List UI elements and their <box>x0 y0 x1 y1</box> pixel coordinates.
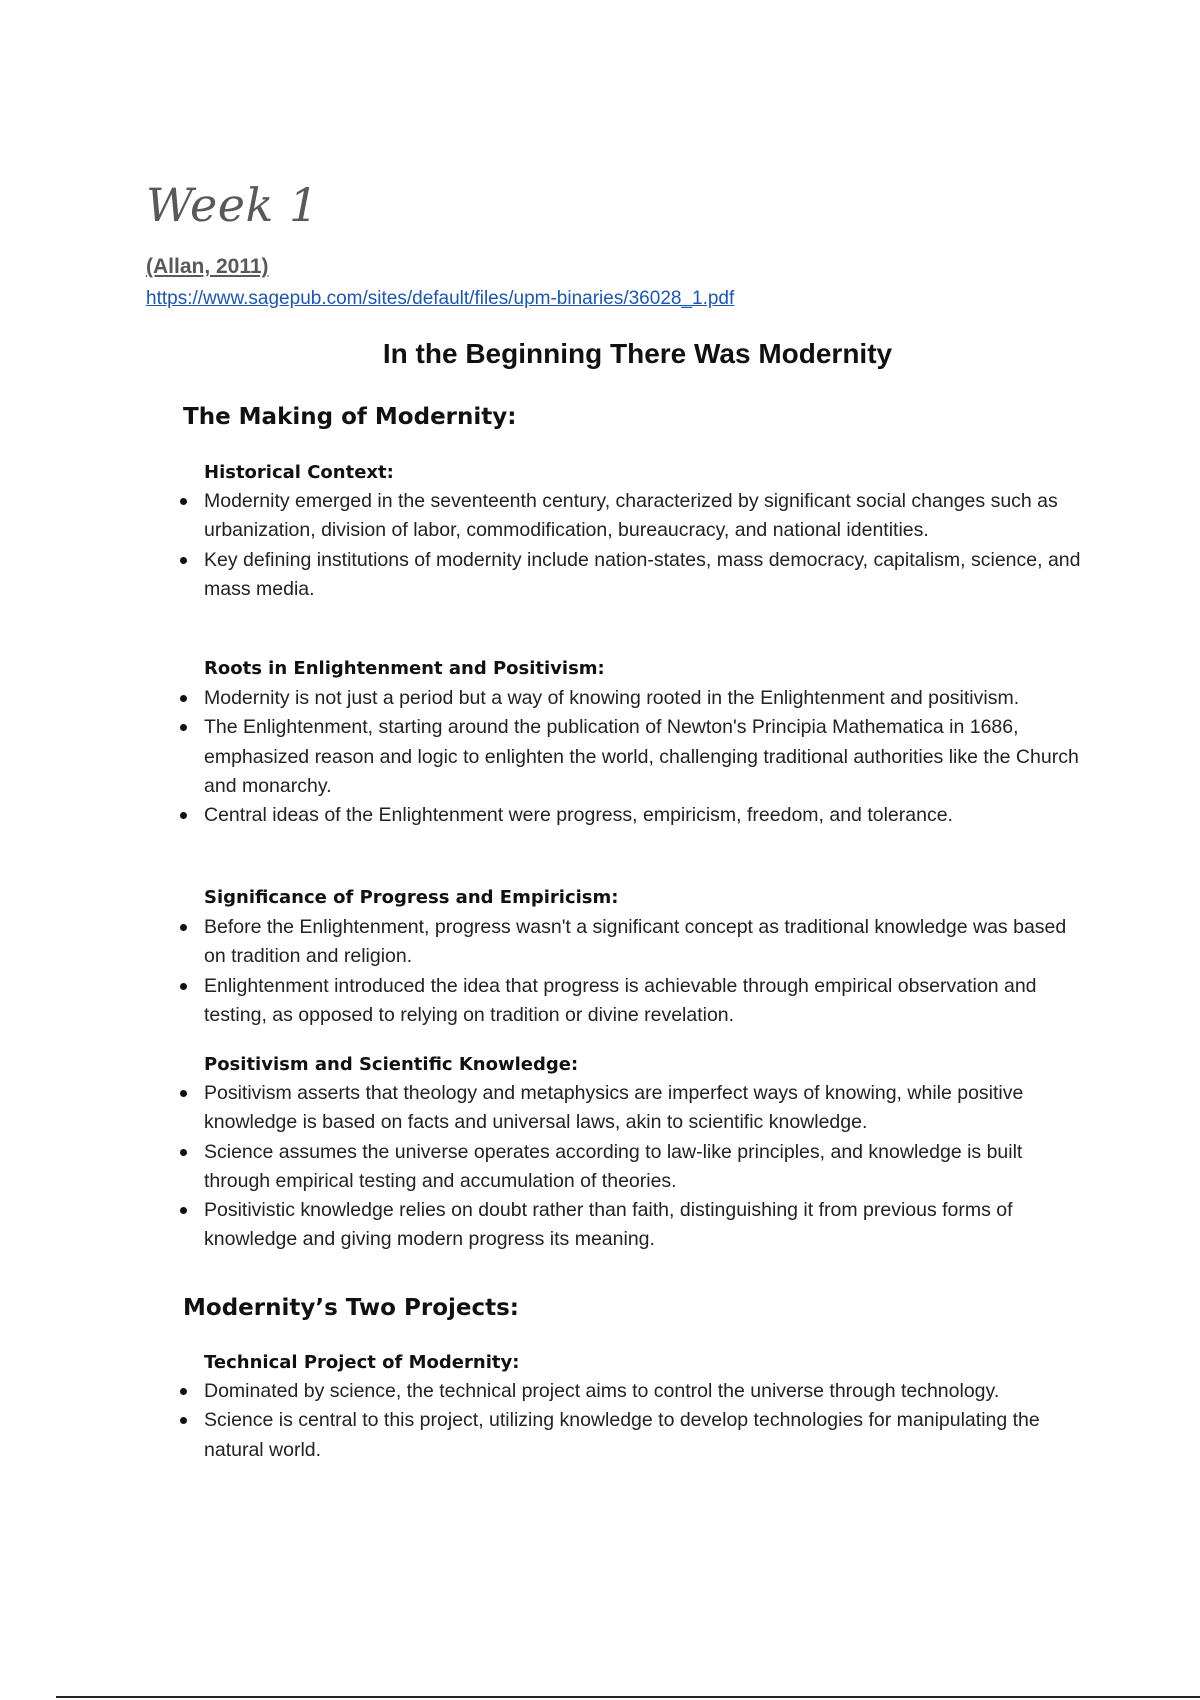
subsection-heading: Technical Project of Modernity: <box>204 1352 520 1373</box>
list-item: Science is central to this project, utilizing knowledge to develop technologies for manipulating the natural world. <box>204 1406 1084 1465</box>
week-title: Week 1 <box>146 178 319 232</box>
list-item: Science assumes the universe operates according to law-like principles, and knowledge is built through empirical testing and accumulation of theories. <box>204 1138 1084 1197</box>
list-item: Central ideas of the Enlightenment were progress, empiricism, freedom, and tolerance. <box>204 801 1084 830</box>
subsection-heading: Historical Context: <box>204 462 394 483</box>
citation: (Allan, 2011) <box>146 255 269 278</box>
section-heading: The Making of Modernity: <box>183 404 517 430</box>
list-item: Modernity is not just a period but a way of knowing rooted in the Enlightenment and positivism. <box>204 684 1084 713</box>
list-item: Enlightenment introduced the idea that progress is achievable through empirical observation and testing, as opposed to relying on tradition or divine revelation. <box>204 972 1084 1031</box>
bullet-list <box>204 1377 1084 1465</box>
subsection-heading: Significance of Progress and Empiricism: <box>204 887 619 908</box>
list-item: Dominated by science, the technical project aims to control the universe through technology. <box>204 1377 1084 1406</box>
list-item: Before the Enlightenment, progress wasn't a significant concept as traditional knowledge was based on tradition and religion. <box>204 913 1084 972</box>
document-title: In the Beginning There Was Modernity <box>382 338 893 369</box>
subsection-heading: Positivism and Scientific Knowledge: <box>204 1054 579 1075</box>
list-item: Key defining institutions of modernity include nation-states, mass democracy, capitalism, science, and mass media. <box>204 546 1084 605</box>
list-item: The Enlightenment, starting around the publication of Newton's Principia Mathematica in 1686, emphasized reason and logic to enlighten the world, challenging traditional authorities like the Church and monarchy. <box>204 713 1084 801</box>
bullet-list <box>204 684 1084 830</box>
bullet-list <box>204 1079 1084 1255</box>
bullet-list <box>204 913 1084 1030</box>
source-link[interactable]: https://www.sagepub.com/sites/default/files/upm-binaries/36028_1.pdf <box>146 288 735 309</box>
list-item: Modernity emerged in the seventeenth century, characterized by significant social changes such as urbanization, division of labor, commodification, bureaucracy, and national identities. <box>204 487 1084 546</box>
list-item: Positivistic knowledge relies on doubt rather than faith, distinguishing it from previous forms of knowledge and giving modern progress its meaning. <box>204 1196 1084 1255</box>
list-item: Positivism asserts that theology and metaphysics are imperfect ways of knowing, while positive knowledge is based on facts and universal laws, akin to scientific knowledge. <box>204 1079 1084 1138</box>
section-heading: Modernity’s Two Projects: <box>183 1295 519 1321</box>
page-divider <box>56 1696 1200 1698</box>
subsection-heading: Roots in Enlightenment and Positivism: <box>204 658 605 679</box>
bullet-list <box>204 487 1084 604</box>
